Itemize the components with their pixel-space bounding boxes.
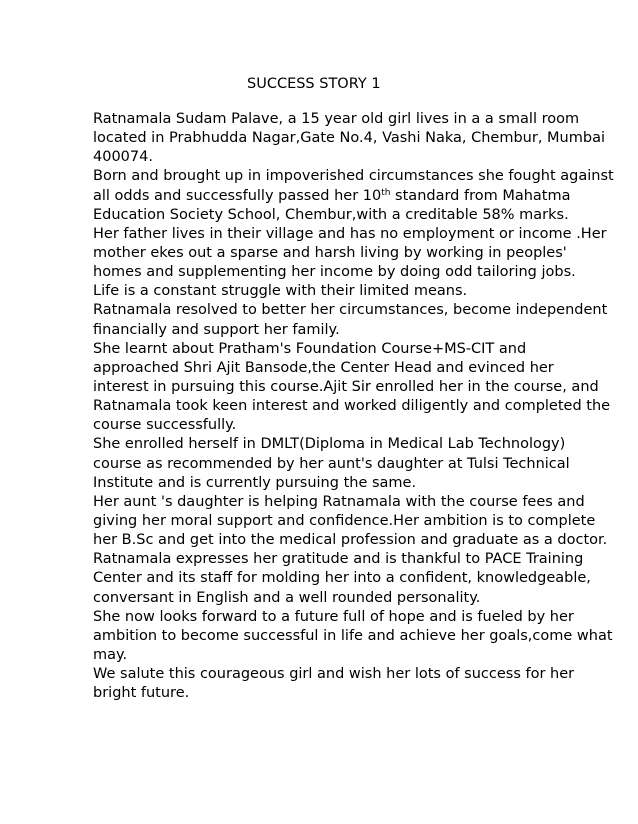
text-line: She now looks forward to a future full of hope and is fueled by her xyxy=(93,608,574,625)
superscript: th xyxy=(381,187,391,198)
text-line: Education Society School, Chembur,with a creditable 58% marks. xyxy=(93,206,569,223)
text-line: course as recommended by her aunt's daughter at Tulsi Technical xyxy=(93,455,570,472)
text-line: She learnt about Pratham's Foundation Course+MS-CIT and xyxy=(93,340,527,357)
text-line: Institute and is currently pursuing the same. xyxy=(93,474,417,491)
text-line: Born and brought up in impoverished circumstances she fought against xyxy=(93,168,614,185)
text-line: Ratnamala took keen interest and worked diligently and completed the xyxy=(93,398,611,415)
text-line: conversant in English and a well rounded personality. xyxy=(93,589,481,606)
text-line: Her father lives in their village and has no employment or income .Her xyxy=(93,225,607,242)
text-line: We salute this courageous girl and wish her lots of success for her xyxy=(93,666,575,683)
text-line: Her aunt 's daughter is helping Ratnamala with the course fees and xyxy=(93,493,585,510)
text-line: Ratnamala expresses her gratitude and is thankful to PACE Training xyxy=(93,551,584,568)
text-line: approached Shri Ajit Bansode,the Center Head and evinced her xyxy=(93,359,554,376)
text-line: course successfully. xyxy=(93,417,237,434)
text-segment: standard from Mahatma xyxy=(390,187,571,204)
text-line: Ratnamala Sudam Palave, a 15 year old girl lives in a a small room xyxy=(93,111,580,127)
text-line: homes and supplementing her income by doing odd tailoring jobs. xyxy=(93,264,576,281)
text-line: Ratnamala resolved to better her circumstances, become independent xyxy=(93,302,608,319)
text-line: mother ekes out a sparse and harsh living by working in peoples' xyxy=(93,244,567,261)
text-line: giving her moral support and confidence.Her ambition is to complete xyxy=(93,512,596,529)
text-line: interest in pursuing this course.Ajit Sir enrolled her in the course, and xyxy=(93,378,599,395)
text-line: She enrolled herself in DMLT(Diploma in Medical Lab Technology) xyxy=(93,436,566,453)
text-line: 400074. xyxy=(93,149,153,166)
text-line: her B.Sc and get into the medical profession and graduate as a doctor. xyxy=(93,532,608,549)
text-line: financially and support her family. xyxy=(93,321,340,338)
text-line: may. xyxy=(93,646,128,663)
text-line: Center and its staff for molding her into a confident, knowledgeable, xyxy=(93,570,591,587)
story-body xyxy=(93,110,614,703)
text-line: ambition to become successful in life and achieve her goals,come what xyxy=(93,627,613,644)
text-line: Life is a constant struggle with their limited means. xyxy=(93,283,468,300)
text-segment: all odds and successfully passed her 10 xyxy=(93,187,382,204)
text-line: located in Prabhudda Nagar,Gate No.4, Vashi Naka, Chembur, Mumbai xyxy=(93,130,605,147)
text-line: bright future. xyxy=(93,685,190,702)
text-line-with-superscript xyxy=(93,187,571,206)
story-title: SUCCESS STORY 1 xyxy=(247,76,381,92)
